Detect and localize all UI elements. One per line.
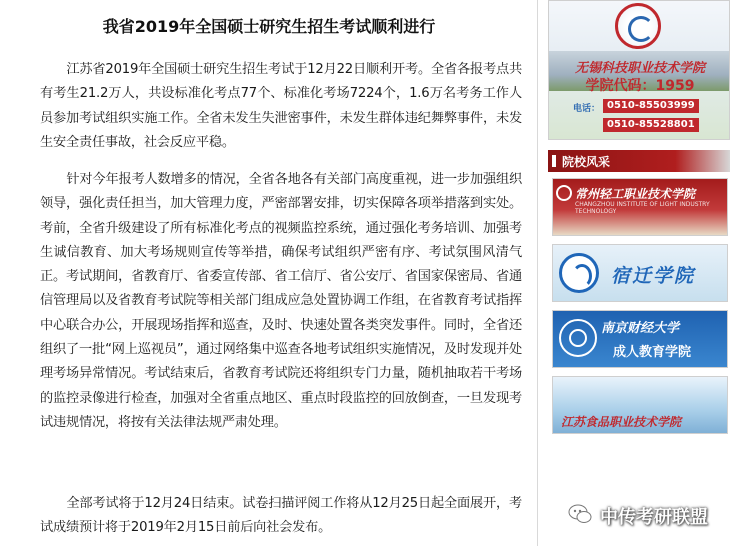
ad-tel-label: 电话： bbox=[573, 104, 601, 114]
ad-school-name: 无锡科技职业技术学院 bbox=[574, 61, 705, 76]
banner-school-subtitle: CHANGZHOU INSTITUTE OF LIGHT INDUSTRY TECHNOLOGY bbox=[575, 201, 710, 215]
article-title: 我省2019年全国硕士研究生招生考试顺利进行 bbox=[102, 17, 436, 36]
wechat-icon bbox=[568, 504, 592, 524]
banner-school-name: 常州轻工职业技术学院 bbox=[575, 187, 696, 201]
school-emblem-icon bbox=[559, 319, 597, 357]
section-header-campus-style bbox=[548, 150, 730, 172]
ad-tel-1: 0510-85503999 bbox=[603, 99, 699, 113]
banner-changzhou-light-industry[interactable] bbox=[552, 178, 728, 236]
school-logo-icon bbox=[615, 3, 661, 49]
article-paragraph-3: 全部考试将于12月24日结束。试卷扫描评阅工作将从12月25日起全面展开，考试成绩预计将于2019年2月15日前后向社会发布。 bbox=[40, 496, 522, 536]
banner-school-name: 江苏食品职业技术学院 bbox=[561, 415, 682, 429]
watermark-text: 中传考研联盟 bbox=[600, 507, 708, 528]
banner-school-name: 宿迁学院 bbox=[611, 265, 696, 287]
school-ad-banner[interactable] bbox=[548, 0, 730, 140]
banner-nanjing-finance[interactable] bbox=[552, 310, 728, 368]
article-paragraph-2: 针对今年报考人数增多的情况，全省各地各有关部门高度重视，进一步加强组织领导，强化责任担当，加大管理力度，严密部署安排，切实保障各项举措落到实处。考前，全省升级建设了所有标准化考点的视频监控系统，通过强化考务培训、加强考生诚信教育、加大考场规则宣传等举措，确保考试组织严密有序、考试氛围风清气正。考试期间，省教育厅、省委宣传部、省工信厅、省公安厅、省国家保密局、省通信管理局以及省教育考试院等相关部门组成应急处置协调工作组，在省教育考试指挥中心联合办公，开展现场指挥和巡查，及时、快速处置各类突发事件。同时，全省还组织了一批“网上巡视员”，通过网络集中巡查各地考试组织实施情况，及时发现并处理考场异常情况。考试结束后，省教育考试院还将组织专门力量，随机抽取若干考场的监控录像进行检查，加强对全省重点地区、重点时段监控的回放倒查，一旦发现考试违规情况，将按有关法律法规严肃处理。 bbox=[40, 172, 522, 430]
ad-tel-2: 0510-85528801 bbox=[603, 118, 699, 132]
banner-school-name: 南京财经大学 bbox=[601, 321, 680, 336]
school-emblem-icon bbox=[559, 253, 599, 293]
header-bar-icon bbox=[552, 155, 556, 167]
banner-jiangsu-food[interactable] bbox=[552, 376, 728, 434]
ad-school-code: 学院代码：1959 bbox=[585, 78, 695, 94]
section-title: 院校风采 bbox=[562, 155, 611, 169]
article-paragraph-1: 江苏省2019年全国硕士研究生招生考试于12月22日顺利开考。全省各报考点共有考生21.2万人，共设标准化考点77个、标准化考场7224个，1.6万名考务工作人员参加考试组织实施工作。全省未发生失泄密事件，未发生群体违纪舞弊事件，未发生安全责任事故，社会反应平稳。 bbox=[40, 62, 522, 150]
school-emblem-icon bbox=[556, 185, 572, 201]
banner-school-subtitle: 成人教育学院 bbox=[613, 345, 692, 360]
banner-suqian-college[interactable] bbox=[552, 244, 728, 302]
sidebar bbox=[540, 0, 736, 546]
